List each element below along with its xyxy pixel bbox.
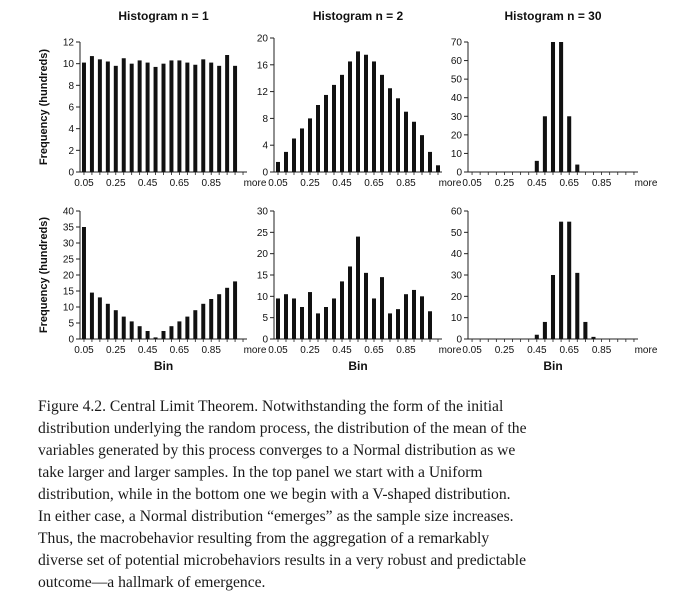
panel-top-n2 — [257, 9, 462, 189]
bar-0.90 — [412, 122, 416, 172]
x-tick-label: more — [438, 178, 462, 189]
y-tick-label: 0 — [68, 334, 74, 346]
x-tick-label: 0.85 — [201, 345, 221, 356]
bar-0.80 — [396, 98, 400, 172]
bar-0.35 — [130, 321, 134, 339]
x-tick-label: 0.65 — [559, 178, 579, 189]
bar-0.15 — [98, 59, 102, 172]
bar-0.60 — [364, 273, 368, 339]
bar-0.15 — [292, 298, 296, 339]
bar-0.45 — [535, 161, 539, 172]
x-tick-label: 0.05 — [268, 178, 288, 189]
bar-0.45 — [146, 331, 150, 339]
y-tick-label: 35 — [62, 222, 74, 234]
bar-0.30 — [122, 317, 126, 339]
y-tick-label: 16 — [256, 60, 268, 72]
x-tick-label: 0.85 — [591, 178, 612, 189]
y-axis-label: Frequency (hundreds) — [38, 216, 50, 334]
x-tick-label: 0.65 — [169, 178, 190, 189]
x-axis-label: Bin — [348, 359, 368, 373]
x-tick-label: 0.85 — [201, 178, 221, 189]
bar-0.10 — [284, 294, 288, 339]
bar-0.95 — [225, 288, 229, 339]
bar-0.25 — [114, 310, 118, 339]
x-tick-label: 0.45 — [332, 345, 352, 356]
y-tick-label: 10 — [62, 302, 74, 314]
bar-0.75 — [388, 313, 392, 339]
bar-0.75 — [388, 88, 392, 172]
y-tick-label: 60 — [450, 206, 462, 218]
bar-0.65 — [177, 321, 181, 339]
y-tick-label: 30 — [450, 111, 462, 123]
bar-0.40 — [332, 85, 336, 172]
bar-0.60 — [559, 42, 563, 172]
x-tick-label: more — [243, 178, 267, 189]
bar-0.85 — [404, 294, 408, 339]
bar-0.15 — [98, 297, 102, 339]
bar-0.45 — [340, 75, 344, 172]
bar-0.95 — [420, 296, 424, 339]
bar-0.30 — [316, 105, 320, 172]
bar-0.80 — [396, 309, 400, 339]
x-axis-label: Bin — [543, 359, 563, 373]
x-tick-label: 0.45 — [527, 178, 547, 189]
caption-line: variables generated by this process converges to a Normal distribution as we — [38, 442, 516, 459]
bar-0.70 — [380, 75, 384, 172]
x-tick-label: 0.85 — [396, 178, 416, 189]
bar-0.35 — [130, 64, 134, 172]
bar-0.55 — [551, 42, 555, 172]
bar-0.25 — [114, 66, 118, 172]
caption-line: Thus, the macrobehavior resulting from the aggregation of a remarkably — [38, 530, 490, 547]
bar-0.35 — [324, 95, 328, 172]
bar-0.90 — [217, 66, 221, 172]
bar-0.55 — [162, 331, 166, 339]
bar-0.65 — [372, 61, 376, 172]
bar-0.50 — [543, 322, 547, 339]
x-tick-label: more — [243, 345, 267, 356]
bar-0.20 — [106, 304, 110, 339]
bar-0.25 — [308, 118, 312, 172]
caption-line: In either case, a Normal distribution “emerges” as the sample size increases. — [38, 508, 514, 525]
y-tick-label: 8 — [68, 80, 74, 92]
bar-0.30 — [122, 58, 126, 172]
x-tick-label: more — [634, 178, 658, 189]
panel-title: Histogram n = 2 — [312, 9, 404, 23]
y-tick-label: 4 — [262, 140, 268, 152]
panel-bottom-n1 — [38, 207, 267, 374]
x-tick-label: 0.45 — [137, 178, 158, 189]
bar-0.60 — [559, 222, 563, 339]
y-tick-label: 15 — [62, 286, 74, 298]
bar-0.70 — [575, 165, 579, 172]
panel-title: Histogram n = 1 — [118, 9, 209, 23]
bar-0.65 — [177, 60, 181, 172]
y-tick-label: 15 — [256, 270, 268, 282]
figure-caption — [38, 396, 663, 594]
x-tick-label: 0.85 — [591, 345, 612, 356]
bar-0.50 — [348, 266, 352, 339]
y-tick-label: 5 — [262, 313, 268, 325]
bar-0.80 — [591, 337, 595, 339]
y-tick-label: 10 — [450, 313, 462, 325]
bar-0.50 — [543, 116, 547, 172]
x-tick-label: 0.65 — [364, 345, 384, 356]
x-tick-label: 0.45 — [332, 178, 352, 189]
y-tick-label: 12 — [256, 87, 268, 99]
bar-0.45 — [340, 281, 344, 339]
y-tick-label: 60 — [450, 56, 462, 68]
bar-0.95 — [420, 135, 424, 172]
y-tick-label: 12 — [62, 37, 74, 49]
bar-1.00 — [428, 152, 432, 172]
bar-0.55 — [551, 275, 555, 339]
bar-0.55 — [356, 51, 360, 172]
bar-0.70 — [380, 277, 384, 339]
bar-0.60 — [169, 60, 173, 172]
y-tick-label: 50 — [450, 74, 462, 86]
x-tick-label: 0.85 — [396, 345, 416, 356]
x-tick-label: 0.45 — [527, 345, 547, 356]
bar-0.05 — [82, 227, 86, 339]
x-tick-label: 0.25 — [494, 345, 515, 356]
y-tick-label: 20 — [256, 249, 268, 261]
y-tick-label: 0 — [456, 334, 462, 346]
bar-1.00 — [428, 311, 432, 339]
x-tick-label: 0.65 — [559, 345, 579, 356]
caption-line: take larger and larger samples. In the top panel we start with a Uniform — [38, 464, 483, 481]
x-tick-label: 0.65 — [169, 345, 190, 356]
bar-0.50 — [154, 337, 158, 339]
bar-0.75 — [193, 310, 197, 339]
bar-0.10 — [90, 56, 94, 172]
panel-top-n30 — [451, 9, 658, 189]
y-tick-label: 5 — [68, 318, 74, 330]
bar-1.00 — [233, 66, 237, 172]
y-tick-label: 70 — [450, 37, 462, 49]
bar-0.40 — [138, 60, 142, 172]
bar-0.85 — [209, 299, 213, 339]
bar-0.50 — [348, 61, 352, 172]
bar-0.75 — [583, 322, 587, 339]
y-tick-label: 0 — [262, 167, 268, 179]
bar-0.05 — [82, 63, 86, 172]
y-tick-label: 8 — [262, 113, 268, 125]
y-tick-label: 30 — [450, 270, 462, 282]
bar-1.00 — [233, 281, 237, 339]
bar-0.55 — [356, 237, 360, 339]
bar-more — [436, 165, 440, 172]
bar-0.30 — [316, 313, 320, 339]
y-tick-label: 30 — [256, 206, 268, 218]
x-tick-label: 0.05 — [462, 345, 482, 356]
y-tick-label: 20 — [450, 291, 462, 303]
bar-0.65 — [567, 116, 571, 172]
bar-0.35 — [324, 307, 328, 339]
bar-0.10 — [90, 293, 94, 339]
x-tick-label: more — [634, 345, 658, 356]
x-tick-label: 0.65 — [364, 178, 384, 189]
y-tick-label: 10 — [256, 291, 268, 303]
bar-0.45 — [146, 63, 150, 172]
bar-0.40 — [332, 298, 336, 339]
panel-bottom-n30 — [451, 207, 658, 374]
y-tick-label: 30 — [62, 238, 74, 250]
bar-0.20 — [300, 128, 304, 172]
x-tick-label: 0.25 — [494, 178, 515, 189]
y-tick-label: 4 — [68, 124, 74, 136]
x-tick-label: 0.25 — [300, 345, 320, 356]
y-axis-label: Frequency (hundreds) — [38, 48, 50, 166]
y-tick-label: 50 — [450, 227, 462, 239]
bar-0.20 — [300, 307, 304, 339]
bar-0.70 — [185, 317, 189, 339]
y-tick-label: 20 — [62, 270, 74, 282]
bar-0.15 — [292, 139, 296, 173]
y-tick-label: 25 — [256, 227, 268, 239]
bar-0.60 — [169, 326, 173, 339]
y-tick-label: 0 — [456, 167, 462, 179]
x-axis-label: Bin — [153, 359, 174, 373]
bar-0.05 — [276, 162, 280, 172]
y-tick-label: 40 — [450, 249, 462, 261]
bar-0.25 — [308, 292, 312, 339]
bar-0.75 — [193, 65, 197, 172]
y-tick-label: 40 — [62, 206, 74, 218]
caption-line: distribution underlying the random process, the distribution of the mean of the — [38, 420, 527, 437]
y-tick-label: 0 — [262, 334, 268, 346]
x-tick-label: 0.05 — [462, 178, 482, 189]
y-tick-label: 20 — [450, 130, 462, 142]
caption-line: outcome—a hallmark of emergence. — [38, 574, 266, 591]
x-tick-label: 0.05 — [74, 178, 94, 189]
bar-0.20 — [106, 62, 110, 173]
y-tick-label: 0 — [68, 167, 74, 179]
bar-0.55 — [162, 64, 166, 172]
bar-0.40 — [138, 326, 142, 339]
y-tick-label: 6 — [68, 102, 74, 114]
x-tick-label: 0.05 — [268, 345, 288, 356]
caption-line: distribution, while in the bottom one we begin with a V-shaped distribution. — [38, 486, 511, 503]
bar-0.80 — [201, 59, 205, 172]
caption-line: Figure 4.2. Central Limit Theorem. Notwithstanding the form of the initial — [38, 398, 504, 415]
bar-0.85 — [404, 112, 408, 172]
bar-0.85 — [209, 63, 213, 172]
y-tick-label: 40 — [450, 93, 462, 105]
bar-0.90 — [217, 294, 221, 339]
bar-0.60 — [364, 55, 368, 172]
panel-top-n1 — [38, 9, 267, 189]
bar-0.70 — [185, 63, 189, 172]
bar-0.10 — [284, 152, 288, 172]
panel-title: Histogram n = 30 — [504, 9, 602, 23]
bar-0.50 — [154, 67, 158, 172]
bar-0.65 — [372, 298, 376, 339]
y-tick-label: 10 — [62, 59, 74, 71]
caption-line: diverse set of potential microbehaviors results in a very robust and predictable — [38, 552, 527, 569]
x-tick-label: 0.05 — [74, 345, 94, 356]
bar-0.70 — [575, 273, 579, 339]
y-tick-label: 2 — [68, 145, 74, 157]
panel-bottom-n2 — [257, 207, 462, 374]
x-tick-label: 0.45 — [137, 345, 158, 356]
x-tick-label: 0.25 — [300, 178, 320, 189]
x-tick-label: 0.25 — [106, 178, 126, 189]
y-tick-label: 25 — [62, 254, 74, 266]
x-tick-label: more — [438, 345, 462, 356]
y-tick-label: 10 — [450, 148, 462, 160]
y-tick-label: 20 — [256, 33, 268, 45]
bar-0.90 — [412, 290, 416, 339]
bar-0.65 — [567, 222, 571, 339]
bar-0.05 — [276, 298, 280, 339]
x-tick-label: 0.25 — [106, 345, 126, 356]
bar-0.80 — [201, 304, 205, 339]
bar-0.95 — [225, 55, 229, 172]
bar-0.45 — [535, 335, 539, 339]
